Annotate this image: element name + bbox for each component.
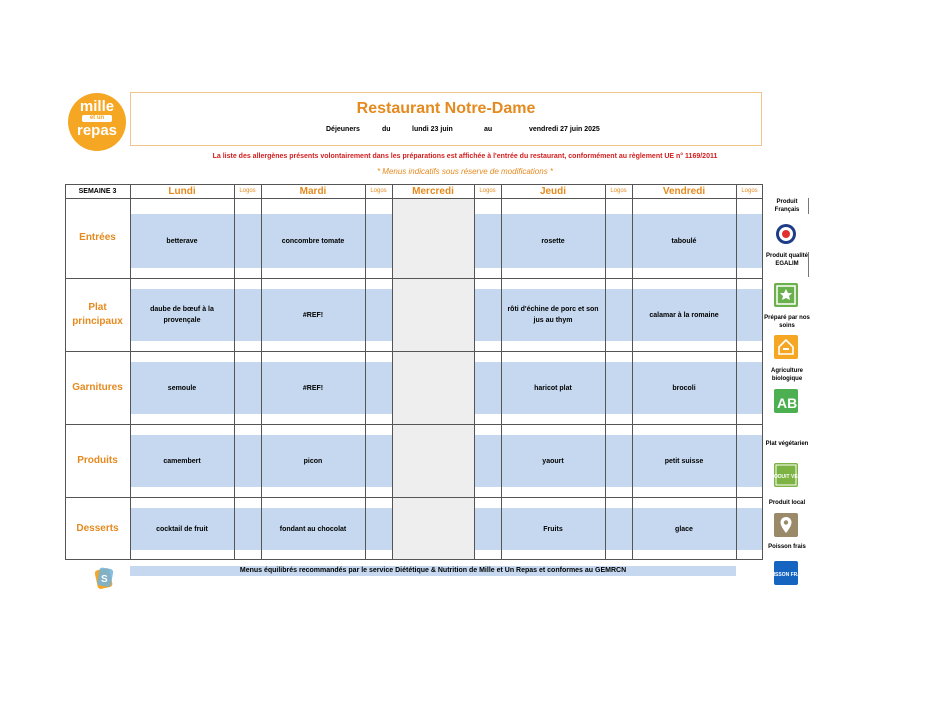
menu-band	[474, 362, 501, 414]
menu-cell: rôti d'échine de porc et son jus au thym	[507, 306, 599, 324]
menu-cell: taboulé	[671, 237, 697, 245]
menu-cell: picon	[303, 457, 323, 465]
logos-header: Logos	[741, 188, 758, 194]
grid-line	[65, 559, 763, 560]
row-label-garnitures: Garnitures	[72, 381, 123, 393]
meal-label: Déjeuners	[326, 126, 360, 133]
wednesday-empty-cell	[392, 198, 474, 278]
egalim-icon	[774, 283, 798, 307]
menu-band	[736, 362, 763, 414]
day-header-mardi: Mardi	[299, 185, 327, 197]
french-flag-icon	[774, 222, 798, 246]
menu-band	[605, 214, 632, 268]
menu-band	[234, 289, 261, 341]
grid-line	[65, 184, 66, 560]
menu-band	[736, 435, 763, 487]
grid-line	[365, 184, 366, 560]
menu-cell: daube de bœuf à la provençale	[150, 306, 214, 324]
grid-line	[65, 351, 763, 352]
poisson-icon-text: POISSON FRAIS	[766, 572, 806, 578]
menu-cell: glace	[675, 525, 693, 533]
grid-line	[632, 184, 633, 560]
menu-band	[365, 214, 392, 268]
logos-header: Logos	[370, 188, 387, 194]
logo-line3: repas	[76, 122, 118, 139]
grid-line	[65, 184, 763, 185]
menu-cell: concombre tomate	[281, 237, 345, 245]
day-header-vendredi: Vendredi	[662, 185, 706, 197]
menu-band	[365, 289, 392, 341]
wednesday-empty-cell	[392, 424, 474, 497]
grid-line	[736, 184, 737, 560]
svg-text:S: S	[101, 574, 108, 585]
grid-line	[65, 278, 763, 279]
legend-label-local: Produit local	[768, 500, 806, 506]
grid-line	[605, 184, 606, 560]
grid-line	[762, 184, 763, 560]
day-header-lundi: Lundi	[168, 185, 196, 197]
menu-cell: #REF!	[302, 311, 324, 319]
menu-band	[474, 508, 501, 550]
menu-band	[365, 508, 392, 550]
grid-line	[501, 184, 502, 560]
allergens-notice: La liste des allergènes présents volontairement dans les préparations est affichée à l'entrée du restaurant, conformément au règlement UE n° 1169/2011	[212, 153, 718, 160]
menu-band	[605, 289, 632, 341]
menu-band	[365, 435, 392, 487]
row-label-plats: Plat principaux	[72, 301, 123, 327]
legend-label-poisson: Poisson frais	[768, 544, 806, 550]
menu-band	[474, 214, 501, 268]
mille-et-un-repas-logo	[68, 93, 126, 151]
menu-band	[234, 362, 261, 414]
footer-note: Menus équilibrés recommandés par le service Diététique & Nutrition de Mille et Un Repas et conformes au GEMRCN	[130, 566, 736, 576]
grid-line	[65, 424, 763, 425]
wednesday-empty-cell	[392, 497, 474, 560]
grid-line	[234, 184, 235, 560]
grid-line	[130, 184, 131, 560]
menu-cell: petit suisse	[664, 457, 704, 465]
menu-cell: camembert	[163, 457, 201, 465]
menu-cell: rosette	[541, 237, 565, 245]
menu-cell: semoule	[167, 384, 197, 392]
du-label: du	[382, 126, 391, 133]
menu-cell: brocoli	[672, 384, 696, 392]
row-label-entrees: Entrées	[79, 232, 116, 243]
logos-header: Logos	[610, 188, 627, 194]
wednesday-empty-cell	[392, 278, 474, 351]
menu-band	[234, 508, 261, 550]
menu-band	[605, 435, 632, 487]
menu-cell: Fruits	[543, 525, 563, 533]
au-label: au	[484, 126, 493, 133]
grid-line	[474, 184, 475, 560]
logo-line2: et un	[82, 115, 112, 122]
menu-cell: calamar à la romaine	[649, 311, 719, 319]
menu-band	[474, 289, 501, 341]
vege-icon-text: PRODUIT VEGE	[767, 474, 805, 480]
nutrition-badge-icon	[93, 565, 115, 591]
legend-label-egalim: Produit qualité EGALIM	[766, 253, 808, 267]
header-box	[130, 92, 762, 146]
logos-header: Logos	[239, 188, 256, 194]
menu-band	[474, 435, 501, 487]
legend-label-prepare: Préparé par nos soins	[764, 315, 810, 329]
grid-line	[65, 497, 763, 498]
page-title: Restaurant Notre-Dame	[356, 100, 536, 117]
menu-band	[234, 214, 261, 268]
house-icon	[774, 335, 798, 359]
menu-cell: #REF!	[302, 384, 324, 392]
start-date: lundi 23 juin	[412, 126, 453, 133]
menu-table	[65, 184, 763, 560]
vege-icon	[767, 463, 805, 487]
ab-icon-text: AB	[777, 395, 798, 411]
legend-label-vege: Plat végétarien	[765, 441, 809, 447]
menu-cell: yaourt	[542, 457, 564, 465]
day-header-jeudi: Jeudi	[539, 185, 567, 197]
menu-cell: haricot plat	[534, 384, 572, 392]
grid-line	[392, 184, 393, 560]
row-label-produits: Produits	[77, 454, 118, 466]
menu-band	[736, 214, 763, 268]
week-label: SEMAINE 3	[78, 187, 117, 195]
menu-band	[365, 362, 392, 414]
fresh-fish-icon	[766, 561, 806, 585]
end-date: vendredi 27 juin 2025	[529, 126, 600, 133]
menu-band	[234, 435, 261, 487]
menu-band	[736, 289, 763, 341]
logo-line1: mille	[79, 98, 115, 115]
menu-band	[605, 362, 632, 414]
location-pin-icon	[774, 513, 798, 537]
menu-band	[605, 508, 632, 550]
day-header-mercredi: Mercredi	[412, 185, 454, 197]
grid-line	[261, 184, 262, 560]
menu-cell: fondant au chocolat	[279, 525, 347, 533]
menu-cell: betterave	[166, 237, 198, 245]
row-label-desserts: Desserts	[76, 522, 119, 534]
legend-label-francais: Produit Français	[774, 199, 800, 213]
wednesday-empty-cell	[392, 351, 474, 424]
menu-cell: cocktail de fruit	[156, 525, 208, 533]
logos-header: Logos	[479, 188, 496, 194]
ab-organic-icon	[774, 389, 798, 413]
legend-label-bio: Agriculture biologique	[770, 368, 803, 382]
menu-band	[736, 508, 763, 550]
grid-line	[65, 198, 763, 199]
indicatif-notice: * Menus indicatifs sous réserve de modifications *	[376, 167, 554, 176]
